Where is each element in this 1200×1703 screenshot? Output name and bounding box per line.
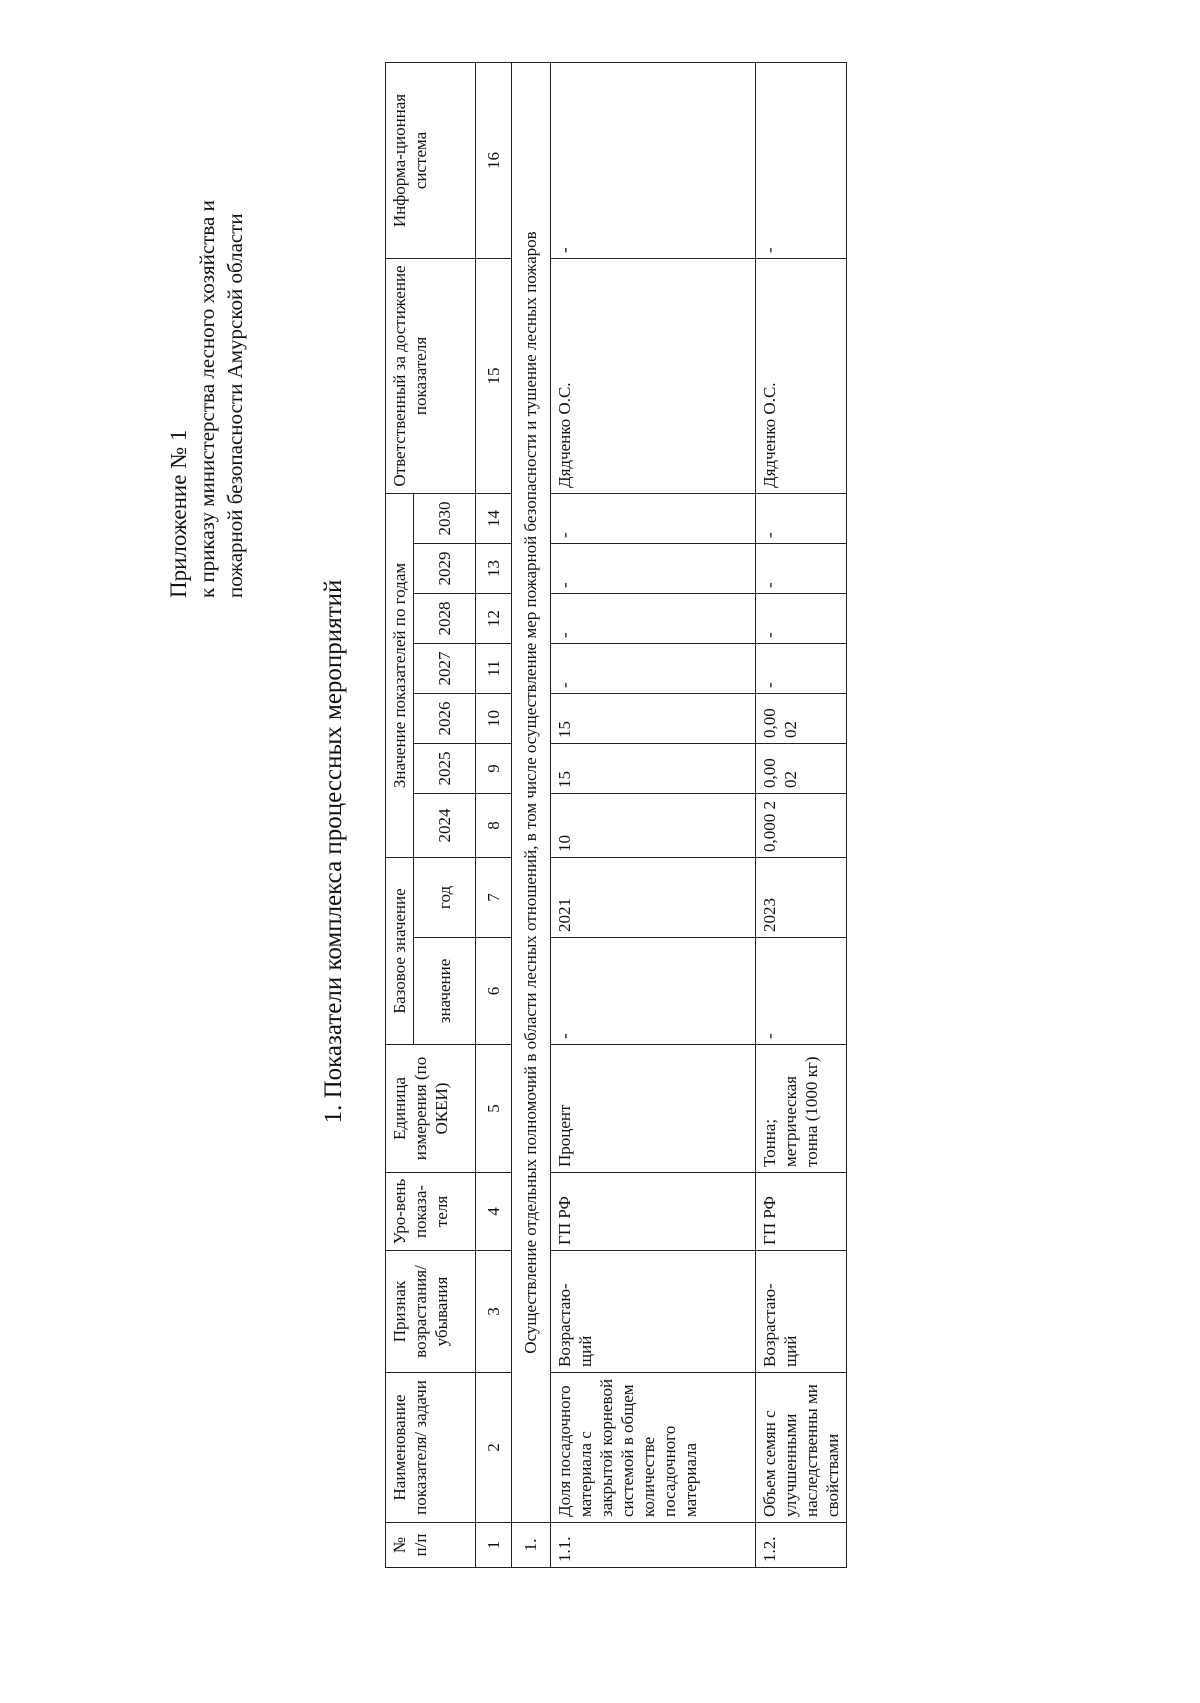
column-number: 2 (476, 1373, 512, 1523)
row-value-2025: 15 (551, 743, 756, 793)
header-unit: Единица измерения (по ОКЕИ) (386, 1045, 476, 1173)
indicators-table (385, 62, 847, 1568)
appendix-line-2: пожарной безопасности Амурской области (223, 213, 247, 598)
column-number: 15 (476, 258, 512, 493)
row-responsible: Дядченко О.С. (551, 258, 756, 493)
row-value-2030: - (551, 493, 756, 543)
column-number: 4 (476, 1173, 512, 1251)
row-value-2029: - (551, 543, 756, 593)
row-base-year: 2023 (756, 857, 847, 937)
column-number: 7 (476, 857, 512, 937)
header-year-2027: 2027 (414, 643, 476, 693)
header-year-2028: 2028 (414, 593, 476, 643)
row-indicator-name: Объем семян с улучшенными наследственны ми свойствами (756, 1373, 847, 1523)
indicators-table-wrapper (385, 63, 847, 1568)
header-sign: Признак возрастания/ убывания (386, 1251, 476, 1373)
column-number: 6 (476, 938, 512, 1045)
row-value-2025: 0,00 02 (756, 743, 847, 793)
column-number: 9 (476, 743, 512, 793)
row-sign: Возрастаю-щий (756, 1251, 847, 1373)
row-num: 1.1. (551, 1523, 756, 1568)
header-values-by-year: Значение показателей по годам (386, 493, 414, 857)
header-year-2029: 2029 (414, 543, 476, 593)
header-level: Уро-вень показа-теля (386, 1173, 476, 1251)
row-level: ГП РФ (756, 1173, 847, 1251)
row-value-2026: 15 (551, 693, 756, 743)
row-value-2029: - (756, 543, 847, 593)
column-number: 5 (476, 1045, 512, 1173)
row-value-2028: - (756, 593, 847, 643)
column-numbers-row (476, 62, 512, 1567)
header-year-2025: 2025 (414, 743, 476, 793)
column-number: 12 (476, 593, 512, 643)
section-row (512, 62, 551, 1567)
appendix-header (165, 78, 249, 598)
appendix-line-1: к приказу министерства лесного хозяйства и (195, 200, 219, 598)
row-value-2027: - (756, 643, 847, 693)
row-base-year: 2021 (551, 857, 756, 937)
appendix-title: Приложение № 1 (166, 429, 191, 598)
row-value-2024: 0,000 2 (756, 793, 847, 857)
header-num: № п/п (386, 1523, 476, 1568)
column-number: 13 (476, 543, 512, 593)
row-info-system: - (756, 62, 847, 258)
column-number: 14 (476, 493, 512, 543)
row-info-system: - (551, 62, 756, 258)
table-row (551, 62, 756, 1567)
column-number: 10 (476, 693, 512, 743)
column-number: 16 (476, 62, 512, 258)
row-level: ГП РФ (551, 1173, 756, 1251)
row-indicator-name: Доля посадочного материала с закрытой корневой системой в общем количестве посадочного материала (551, 1373, 756, 1523)
header-year-2026: 2026 (414, 693, 476, 743)
header-info-system: Информа-ционная система (386, 62, 476, 258)
row-value-2024: 10 (551, 793, 756, 857)
table-row (756, 62, 847, 1567)
column-number: 11 (476, 643, 512, 693)
row-base-value: - (756, 938, 847, 1045)
document-title: 1. Показатели комплекса процессных мероприятий (320, 579, 347, 1124)
row-sign: Возрастаю-щий (551, 1251, 756, 1373)
section-num: 1. (512, 1523, 551, 1568)
row-base-value: - (551, 938, 756, 1045)
header-row-1 (386, 62, 414, 1567)
header-base-year: год (414, 857, 476, 937)
row-value-2026: 0,00 02 (756, 693, 847, 743)
header-year-2030: 2030 (414, 493, 476, 543)
column-number: 1 (476, 1523, 512, 1568)
section-title: Осуществление отдельных полномочий в области лесных отношений, в том числе осуществление мер пожарной безопасности и тушение лесных пожаров (512, 62, 551, 1522)
header-base-value: значение (414, 938, 476, 1045)
row-unit: Процент (551, 1045, 756, 1173)
header-year-2024: 2024 (414, 793, 476, 857)
row-unit: Тонна; метрическая тонна (1000 кг) (756, 1045, 847, 1173)
column-number: 8 (476, 793, 512, 857)
header-name: Наименование показателя/ задачи (386, 1373, 476, 1523)
row-value-2030: - (756, 493, 847, 543)
row-num: 1.2. (756, 1523, 847, 1568)
header-base: Базовое значение (386, 857, 414, 1044)
column-number: 3 (476, 1251, 512, 1373)
row-value-2027: - (551, 643, 756, 693)
header-responsible: Ответственный за достижение показателя (386, 258, 476, 493)
row-responsible: Дядченко О.С. (756, 258, 847, 493)
row-value-2028: - (551, 593, 756, 643)
